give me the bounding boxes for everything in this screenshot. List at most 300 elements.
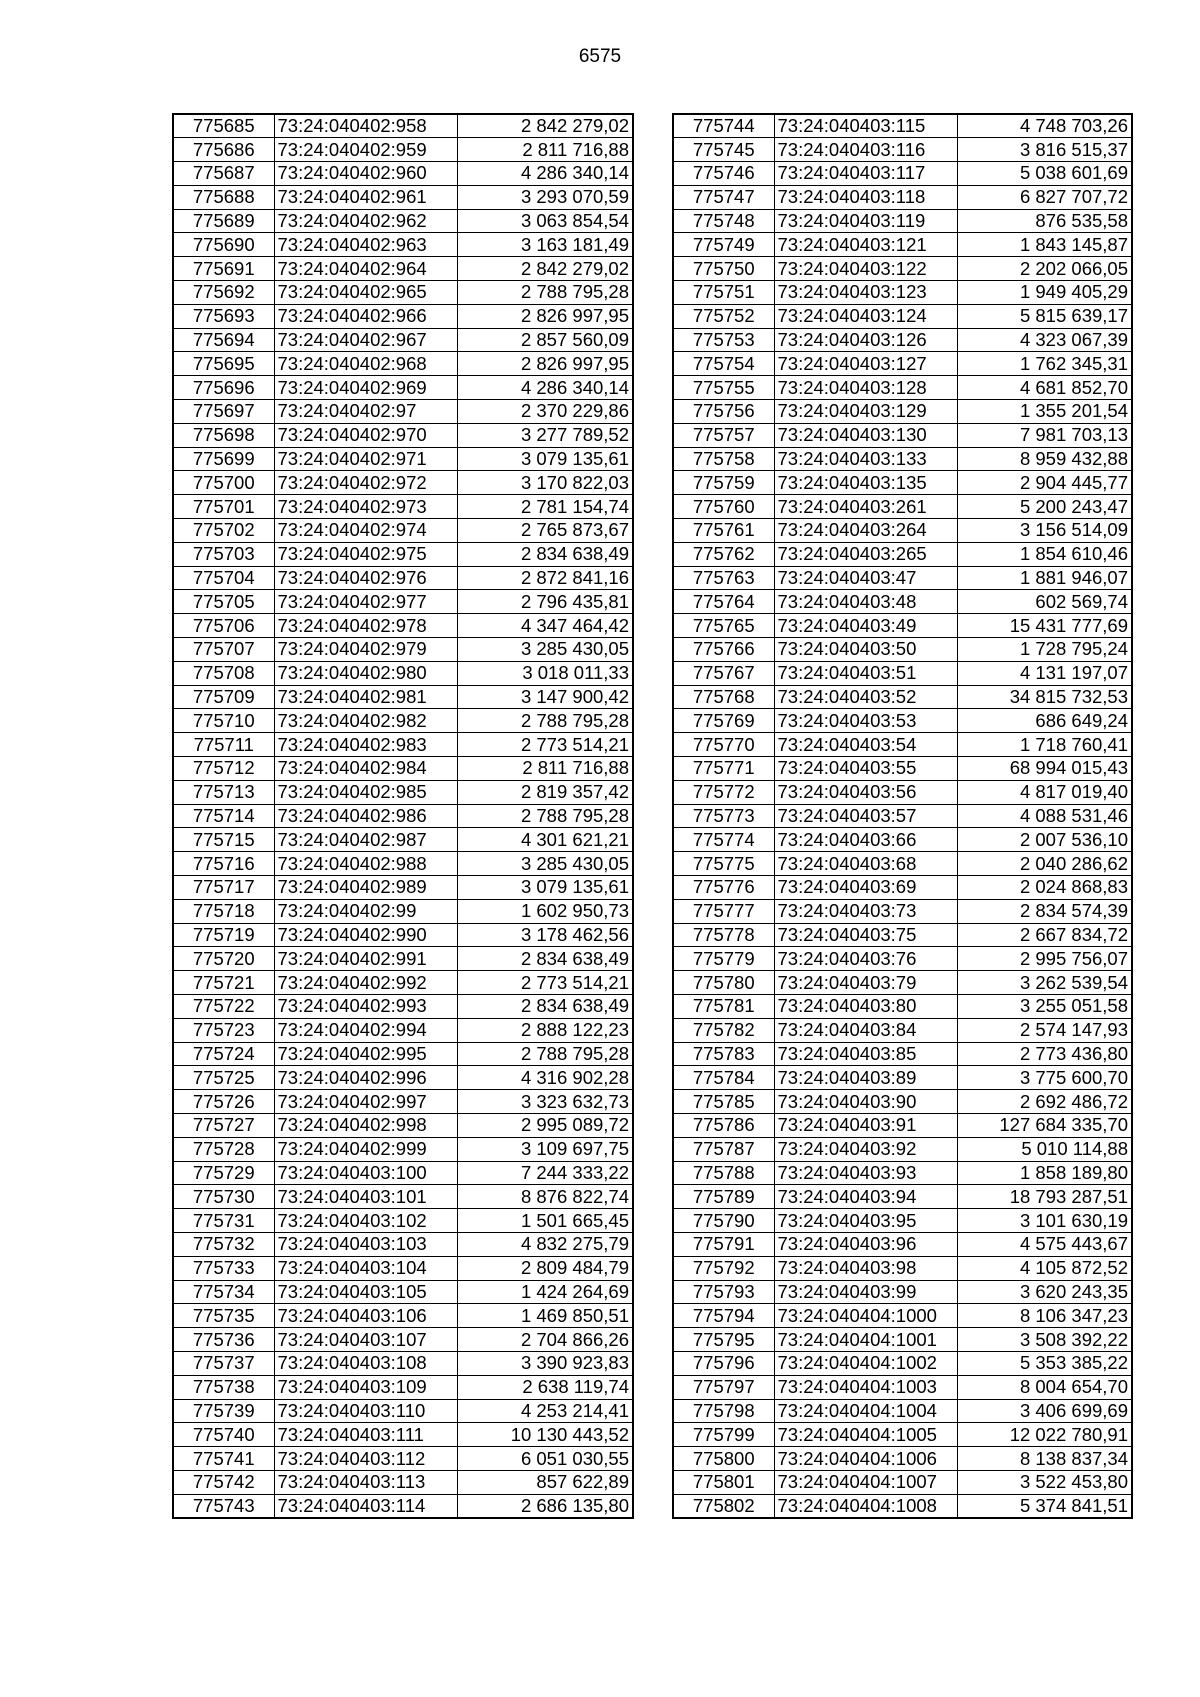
- row-number-cell: 775687: [173, 162, 274, 186]
- cadastral-number-cell: 73:24:040402:991: [274, 947, 457, 971]
- row-number-cell: 775762: [673, 542, 774, 566]
- value-cell: 18 793 287,51: [957, 1185, 1132, 1209]
- cadastral-number-cell: 73:24:040404:1000: [774, 1304, 957, 1328]
- row-number-cell: 775752: [673, 304, 774, 328]
- table-row: [173, 661, 633, 685]
- row-number-cell: 775801: [673, 1470, 774, 1494]
- value-cell: 3 170 822,03: [457, 471, 633, 495]
- value-cell: 3 522 453,80: [957, 1470, 1132, 1494]
- table-row: [673, 994, 1132, 1018]
- row-number-cell: 775791: [673, 1232, 774, 1256]
- value-cell: 3 079 135,61: [457, 876, 633, 900]
- table-row: [173, 542, 633, 566]
- value-cell: 6 051 030,55: [457, 1447, 633, 1471]
- value-cell: 8 106 347,23: [957, 1304, 1132, 1328]
- cadastral-number-cell: 73:24:040403:112: [274, 1447, 457, 1471]
- cadastral-number-cell: 73:24:040403:108: [274, 1351, 457, 1375]
- cadastral-number-cell: 73:24:040402:990: [274, 923, 457, 947]
- value-cell: 2 888 122,23: [457, 1018, 633, 1042]
- table-row: [173, 1137, 633, 1161]
- cadastral-number-cell: 73:24:040403:261: [774, 495, 957, 519]
- row-number-cell: 775773: [673, 804, 774, 828]
- table-row: [173, 138, 633, 162]
- table-row: [173, 757, 633, 781]
- table-row: [673, 614, 1132, 638]
- row-number-cell: 775777: [673, 899, 774, 923]
- table-row: [173, 1351, 633, 1375]
- table-row: [173, 1470, 633, 1494]
- table-row: [173, 1328, 633, 1352]
- row-number-cell: 775688: [173, 185, 274, 209]
- cadastral-number-cell: 73:24:040403:73: [774, 899, 957, 923]
- row-number-cell: 775797: [673, 1375, 774, 1399]
- table-row: [673, 1256, 1132, 1280]
- value-cell: 5 374 841,51: [957, 1494, 1132, 1518]
- table-row: [173, 281, 633, 305]
- value-cell: 2 811 716,88: [457, 757, 633, 781]
- value-cell: 4 817 019,40: [957, 780, 1132, 804]
- table-row: [173, 233, 633, 257]
- value-cell: 12 022 780,91: [957, 1423, 1132, 1447]
- value-cell: 1 602 950,73: [457, 899, 633, 923]
- cadastral-number-cell: 73:24:040403:94: [774, 1185, 957, 1209]
- row-number-cell: 775786: [673, 1113, 774, 1137]
- row-number-cell: 775695: [173, 352, 274, 376]
- cadastral-number-cell: 73:24:040402:964: [274, 257, 457, 281]
- value-cell: 4 575 443,67: [957, 1232, 1132, 1256]
- table-row: [673, 233, 1132, 257]
- value-cell: 1 949 405,29: [957, 281, 1132, 305]
- cadastral-number-cell: 73:24:040403:105: [274, 1280, 457, 1304]
- row-number-cell: 775792: [673, 1256, 774, 1280]
- table-row: [173, 1113, 633, 1137]
- value-cell: 2 692 486,72: [957, 1090, 1132, 1114]
- row-number-cell: 775733: [173, 1256, 274, 1280]
- table-row: [673, 780, 1132, 804]
- row-number-cell: 775704: [173, 566, 274, 590]
- row-number-cell: 775718: [173, 899, 274, 923]
- row-number-cell: 775755: [673, 376, 774, 400]
- table-row: [673, 400, 1132, 424]
- cadastral-number-cell: 73:24:040403:109: [274, 1375, 457, 1399]
- value-cell: 68 994 015,43: [957, 757, 1132, 781]
- value-cell: 1 469 850,51: [457, 1304, 633, 1328]
- cadastral-number-cell: 73:24:040403:129: [774, 400, 957, 424]
- cadastral-number-cell: 73:24:040403:80: [774, 994, 957, 1018]
- cadastral-number-cell: 73:24:040403:110: [274, 1399, 457, 1423]
- cadastral-number-cell: 73:24:040402:992: [274, 971, 457, 995]
- row-number-cell: 775764: [673, 590, 774, 614]
- value-cell: 8 959 432,88: [957, 447, 1132, 471]
- table-row: [173, 566, 633, 590]
- cadastral-number-cell: 73:24:040402:966: [274, 304, 457, 328]
- row-number-cell: 775717: [173, 876, 274, 900]
- cadastral-number-cell: 73:24:040403:107: [274, 1328, 457, 1352]
- row-number-cell: 775739: [173, 1399, 274, 1423]
- cadastral-number-cell: 73:24:040403:127: [774, 352, 957, 376]
- row-number-cell: 775737: [173, 1351, 274, 1375]
- table-row: [173, 923, 633, 947]
- table-row: [673, 1375, 1132, 1399]
- table-row: [173, 114, 633, 138]
- cadastral-number-cell: 73:24:040403:96: [774, 1232, 957, 1256]
- row-number-cell: 775715: [173, 828, 274, 852]
- table-row: [673, 1018, 1132, 1042]
- cadastral-number-cell: 73:24:040403:89: [774, 1066, 957, 1090]
- cadastral-number-cell: 73:24:040402:999: [274, 1137, 457, 1161]
- row-number-cell: 775698: [173, 423, 274, 447]
- row-number-cell: 775689: [173, 209, 274, 233]
- cadastral-number-cell: 73:24:040402:995: [274, 1042, 457, 1066]
- value-cell: 4 316 902,28: [457, 1066, 633, 1090]
- table-row: [673, 1423, 1132, 1447]
- cadastral-number-cell: 73:24:040404:1002: [774, 1351, 957, 1375]
- table-row: [173, 352, 633, 376]
- table-row: [173, 1232, 633, 1256]
- row-number-cell: 775706: [173, 614, 274, 638]
- value-cell: 34 815 732,53: [957, 685, 1132, 709]
- row-number-cell: 775771: [673, 757, 774, 781]
- table-row: [673, 281, 1132, 305]
- table-row: [173, 1090, 633, 1114]
- cadastral-number-cell: 73:24:040402:976: [274, 566, 457, 590]
- row-number-cell: 775705: [173, 590, 274, 614]
- cadastral-number-cell: 73:24:040403:84: [774, 1018, 957, 1042]
- table-row: [673, 757, 1132, 781]
- cadastral-number-cell: 73:24:040403:106: [274, 1304, 457, 1328]
- cadastral-number-cell: 73:24:040403:100: [274, 1161, 457, 1185]
- cadastral-number-cell: 73:24:040403:91: [774, 1113, 957, 1137]
- row-number-cell: 775742: [173, 1470, 274, 1494]
- cadastral-number-cell: 73:24:040403:123: [774, 281, 957, 305]
- table-row: [673, 1399, 1132, 1423]
- cadastral-number-cell: 73:24:040403:103: [274, 1232, 457, 1256]
- row-number-cell: 775727: [173, 1113, 274, 1137]
- value-cell: 1 762 345,31: [957, 352, 1132, 376]
- table-row: [173, 1209, 633, 1233]
- row-number-cell: 775796: [673, 1351, 774, 1375]
- cadastral-number-cell: 73:24:040403:52: [774, 685, 957, 709]
- cadastral-number-cell: 73:24:040403:56: [774, 780, 957, 804]
- table-row: [673, 495, 1132, 519]
- table-row: [673, 1232, 1132, 1256]
- value-cell: 876 535,58: [957, 209, 1132, 233]
- cadastral-number-cell: 73:24:040403:48: [774, 590, 957, 614]
- row-number-cell: 775730: [173, 1185, 274, 1209]
- table-row: [673, 471, 1132, 495]
- table-row: [673, 328, 1132, 352]
- table-row: [173, 685, 633, 709]
- value-cell: 3 620 243,35: [957, 1280, 1132, 1304]
- value-cell: 3 816 515,37: [957, 138, 1132, 162]
- row-number-cell: 775785: [673, 1090, 774, 1114]
- table-row: [673, 638, 1132, 662]
- table-row: [673, 899, 1132, 923]
- cadastral-number-cell: 73:24:040404:1007: [774, 1470, 957, 1494]
- cadastral-number-cell: 73:24:040402:996: [274, 1066, 457, 1090]
- table-row: [673, 162, 1132, 186]
- row-number-cell: 775769: [673, 709, 774, 733]
- value-cell: 1 501 665,45: [457, 1209, 633, 1233]
- registry-table-body: [673, 114, 1132, 1518]
- value-cell: 4 105 872,52: [957, 1256, 1132, 1280]
- table-row: [673, 661, 1132, 685]
- row-number-cell: 775723: [173, 1018, 274, 1042]
- cadastral-number-cell: 73:24:040402:97: [274, 400, 457, 424]
- value-cell: 4 347 464,42: [457, 614, 633, 638]
- cadastral-number-cell: 73:24:040403:114: [274, 1494, 457, 1518]
- value-cell: 2 370 229,86: [457, 400, 633, 424]
- value-cell: 2 796 435,81: [457, 590, 633, 614]
- table-row: [173, 638, 633, 662]
- row-number-cell: 775749: [673, 233, 774, 257]
- value-cell: 2 995 089,72: [457, 1113, 633, 1137]
- row-number-cell: 775731: [173, 1209, 274, 1233]
- value-cell: 2 834 638,49: [457, 947, 633, 971]
- cadastral-number-cell: 73:24:040403:128: [774, 376, 957, 400]
- row-number-cell: 775729: [173, 1161, 274, 1185]
- cadastral-number-cell: 73:24:040403:119: [774, 209, 957, 233]
- value-cell: 2 904 445,77: [957, 471, 1132, 495]
- row-number-cell: 775783: [673, 1042, 774, 1066]
- value-cell: 2 704 866,26: [457, 1328, 633, 1352]
- value-cell: 3 277 789,52: [457, 423, 633, 447]
- row-number-cell: 775772: [673, 780, 774, 804]
- page-number: 6575: [578, 46, 622, 67]
- row-number-cell: 775711: [173, 733, 274, 757]
- table-row: [173, 400, 633, 424]
- cadastral-number-cell: 73:24:040404:1003: [774, 1375, 957, 1399]
- row-number-cell: 775719: [173, 923, 274, 947]
- table-row: [673, 1470, 1132, 1494]
- table-row: [673, 1351, 1132, 1375]
- row-number-cell: 775756: [673, 400, 774, 424]
- row-number-cell: 775703: [173, 542, 274, 566]
- row-number-cell: 775765: [673, 614, 774, 638]
- value-cell: 2 788 795,28: [457, 804, 633, 828]
- table-row: [173, 804, 633, 828]
- value-cell: 4 748 703,26: [957, 114, 1132, 138]
- row-number-cell: 775740: [173, 1423, 274, 1447]
- row-number-cell: 775716: [173, 852, 274, 876]
- value-cell: 3 285 430,05: [457, 638, 633, 662]
- row-number-cell: 775788: [673, 1161, 774, 1185]
- table-row: [173, 994, 633, 1018]
- cadastral-number-cell: 73:24:040402:969: [274, 376, 457, 400]
- value-cell: 2 826 997,95: [457, 304, 633, 328]
- cadastral-number-cell: 73:24:040402:974: [274, 519, 457, 543]
- row-number-cell: 775776: [673, 876, 774, 900]
- value-cell: 4 681 852,70: [957, 376, 1132, 400]
- row-number-cell: 775714: [173, 804, 274, 828]
- cadastral-number-cell: 73:24:040403:66: [774, 828, 957, 852]
- row-number-cell: 775712: [173, 757, 274, 781]
- cadastral-number-cell: 73:24:040403:133: [774, 447, 957, 471]
- cadastral-number-cell: 73:24:040403:104: [274, 1256, 457, 1280]
- cadastral-number-cell: 73:24:040404:1004: [774, 1399, 957, 1423]
- row-number-cell: 775750: [673, 257, 774, 281]
- row-number-cell: 775759: [673, 471, 774, 495]
- value-cell: 2 842 279,02: [457, 114, 633, 138]
- cadastral-number-cell: 73:24:040403:98: [774, 1256, 957, 1280]
- cadastral-number-cell: 73:24:040402:994: [274, 1018, 457, 1042]
- cadastral-number-cell: 73:24:040403:113: [274, 1470, 457, 1494]
- cadastral-number-cell: 73:24:040403:75: [774, 923, 957, 947]
- row-number-cell: 775722: [173, 994, 274, 1018]
- table-row: [673, 852, 1132, 876]
- table-row: [673, 1280, 1132, 1304]
- table-row: [673, 1304, 1132, 1328]
- table-row: [173, 209, 633, 233]
- cadastral-number-cell: 73:24:040403:54: [774, 733, 957, 757]
- value-cell: 2 834 638,49: [457, 542, 633, 566]
- value-cell: 3 109 697,75: [457, 1137, 633, 1161]
- value-cell: 8 876 822,74: [457, 1185, 633, 1209]
- row-number-cell: 775790: [673, 1209, 774, 1233]
- value-cell: 2 024 868,83: [957, 876, 1132, 900]
- cadastral-number-cell: 73:24:040402:975: [274, 542, 457, 566]
- table-row: [673, 733, 1132, 757]
- cadastral-number-cell: 73:24:040403:121: [774, 233, 957, 257]
- value-cell: 2 819 357,42: [457, 780, 633, 804]
- value-cell: 1 881 946,07: [957, 566, 1132, 590]
- cadastral-number-cell: 73:24:040402:985: [274, 780, 457, 804]
- cadastral-number-cell: 73:24:040402:973: [274, 495, 457, 519]
- row-number-cell: 775780: [673, 971, 774, 995]
- row-number-cell: 775692: [173, 281, 274, 305]
- row-number-cell: 775743: [173, 1494, 274, 1518]
- row-number-cell: 775690: [173, 233, 274, 257]
- row-number-cell: 775760: [673, 495, 774, 519]
- cadastral-number-cell: 73:24:040402:982: [274, 709, 457, 733]
- value-cell: 5 353 385,22: [957, 1351, 1132, 1375]
- row-number-cell: 775701: [173, 495, 274, 519]
- row-number-cell: 775800: [673, 1447, 774, 1471]
- table-row: [173, 447, 633, 471]
- value-cell: 2 872 841,16: [457, 566, 633, 590]
- value-cell: 2 574 147,93: [957, 1018, 1132, 1042]
- row-number-cell: 775728: [173, 1137, 274, 1161]
- table-row: [173, 1256, 633, 1280]
- table-row: [173, 423, 633, 447]
- value-cell: 3 255 051,58: [957, 994, 1132, 1018]
- table-row: [673, 376, 1132, 400]
- row-number-cell: 775767: [673, 661, 774, 685]
- row-number-cell: 775709: [173, 685, 274, 709]
- table-row: [673, 876, 1132, 900]
- cadastral-number-cell: 73:24:040403:265: [774, 542, 957, 566]
- cadastral-number-cell: 73:24:040402:967: [274, 328, 457, 352]
- value-cell: 1 424 264,69: [457, 1280, 633, 1304]
- value-cell: 3 063 854,54: [457, 209, 633, 233]
- cadastral-number-cell: 73:24:040402:989: [274, 876, 457, 900]
- table-row: [173, 1161, 633, 1185]
- value-cell: 6 827 707,72: [957, 185, 1132, 209]
- value-cell: 1 355 201,54: [957, 400, 1132, 424]
- cadastral-number-cell: 73:24:040402:998: [274, 1113, 457, 1137]
- cadastral-number-cell: 73:24:040403:47: [774, 566, 957, 590]
- value-cell: 3 323 632,73: [457, 1090, 633, 1114]
- row-number-cell: 775768: [673, 685, 774, 709]
- value-cell: 4 286 340,14: [457, 162, 633, 186]
- row-number-cell: 775799: [673, 1423, 774, 1447]
- cadastral-number-cell: 73:24:040402:987: [274, 828, 457, 852]
- cadastral-number-cell: 73:24:040402:977: [274, 590, 457, 614]
- cadastral-number-cell: 73:24:040403:55: [774, 757, 957, 781]
- table-row: [173, 162, 633, 186]
- value-cell: 3 101 630,19: [957, 1209, 1132, 1233]
- table-row: [673, 1066, 1132, 1090]
- value-cell: 3 775 600,70: [957, 1066, 1132, 1090]
- table-row: [173, 876, 633, 900]
- value-cell: 5 200 243,47: [957, 495, 1132, 519]
- cadastral-number-cell: 73:24:040402:997: [274, 1090, 457, 1114]
- cadastral-number-cell: 73:24:040403:118: [774, 185, 957, 209]
- value-cell: 3 406 699,69: [957, 1399, 1132, 1423]
- value-cell: 5 815 639,17: [957, 304, 1132, 328]
- registry-table-body: [173, 114, 633, 1518]
- value-cell: 7 244 333,22: [457, 1161, 633, 1185]
- cadastral-number-cell: 73:24:040404:1005: [774, 1423, 957, 1447]
- row-number-cell: 775735: [173, 1304, 274, 1328]
- table-row: [173, 780, 633, 804]
- table-row: [173, 947, 633, 971]
- table-row: [673, 352, 1132, 376]
- table-row: [673, 185, 1132, 209]
- row-number-cell: 775699: [173, 447, 274, 471]
- value-cell: 4 301 621,21: [457, 828, 633, 852]
- value-cell: 3 508 392,22: [957, 1328, 1132, 1352]
- value-cell: 3 293 070,59: [457, 185, 633, 209]
- table-row: [173, 899, 633, 923]
- table-row: [173, 1423, 633, 1447]
- row-number-cell: 775754: [673, 352, 774, 376]
- value-cell: 4 286 340,14: [457, 376, 633, 400]
- value-cell: 4 131 197,07: [957, 661, 1132, 685]
- table-row: [673, 138, 1132, 162]
- cadastral-number-cell: 73:24:040403:122: [774, 257, 957, 281]
- value-cell: 1 728 795,24: [957, 638, 1132, 662]
- cadastral-number-cell: 73:24:040402:983: [274, 733, 457, 757]
- table-row: [673, 1161, 1132, 1185]
- cadastral-number-cell: 73:24:040403:130: [774, 423, 957, 447]
- value-cell: 3 178 462,56: [457, 923, 633, 947]
- cadastral-number-cell: 73:24:040402:962: [274, 209, 457, 233]
- cadastral-number-cell: 73:24:040403:95: [774, 1209, 957, 1233]
- table-row: [673, 1328, 1132, 1352]
- row-number-cell: 775782: [673, 1018, 774, 1042]
- row-number-cell: 775774: [673, 828, 774, 852]
- table-row: [173, 1018, 633, 1042]
- value-cell: 8 138 837,34: [957, 1447, 1132, 1471]
- table-row: [173, 733, 633, 757]
- cadastral-number-cell: 73:24:040402:979: [274, 638, 457, 662]
- row-number-cell: 775793: [673, 1280, 774, 1304]
- row-number-cell: 775685: [173, 114, 274, 138]
- row-number-cell: 775686: [173, 138, 274, 162]
- table-row: [673, 304, 1132, 328]
- cadastral-number-cell: 73:24:040402:963: [274, 233, 457, 257]
- cadastral-number-cell: 73:24:040402:958: [274, 114, 457, 138]
- row-number-cell: 775778: [673, 923, 774, 947]
- value-cell: 2 765 873,67: [457, 519, 633, 543]
- row-number-cell: 775691: [173, 257, 274, 281]
- table-row: [173, 376, 633, 400]
- row-number-cell: 775781: [673, 994, 774, 1018]
- value-cell: 4 088 531,46: [957, 804, 1132, 828]
- value-cell: 2 842 279,02: [457, 257, 633, 281]
- cadastral-number-cell: 73:24:040403:99: [774, 1280, 957, 1304]
